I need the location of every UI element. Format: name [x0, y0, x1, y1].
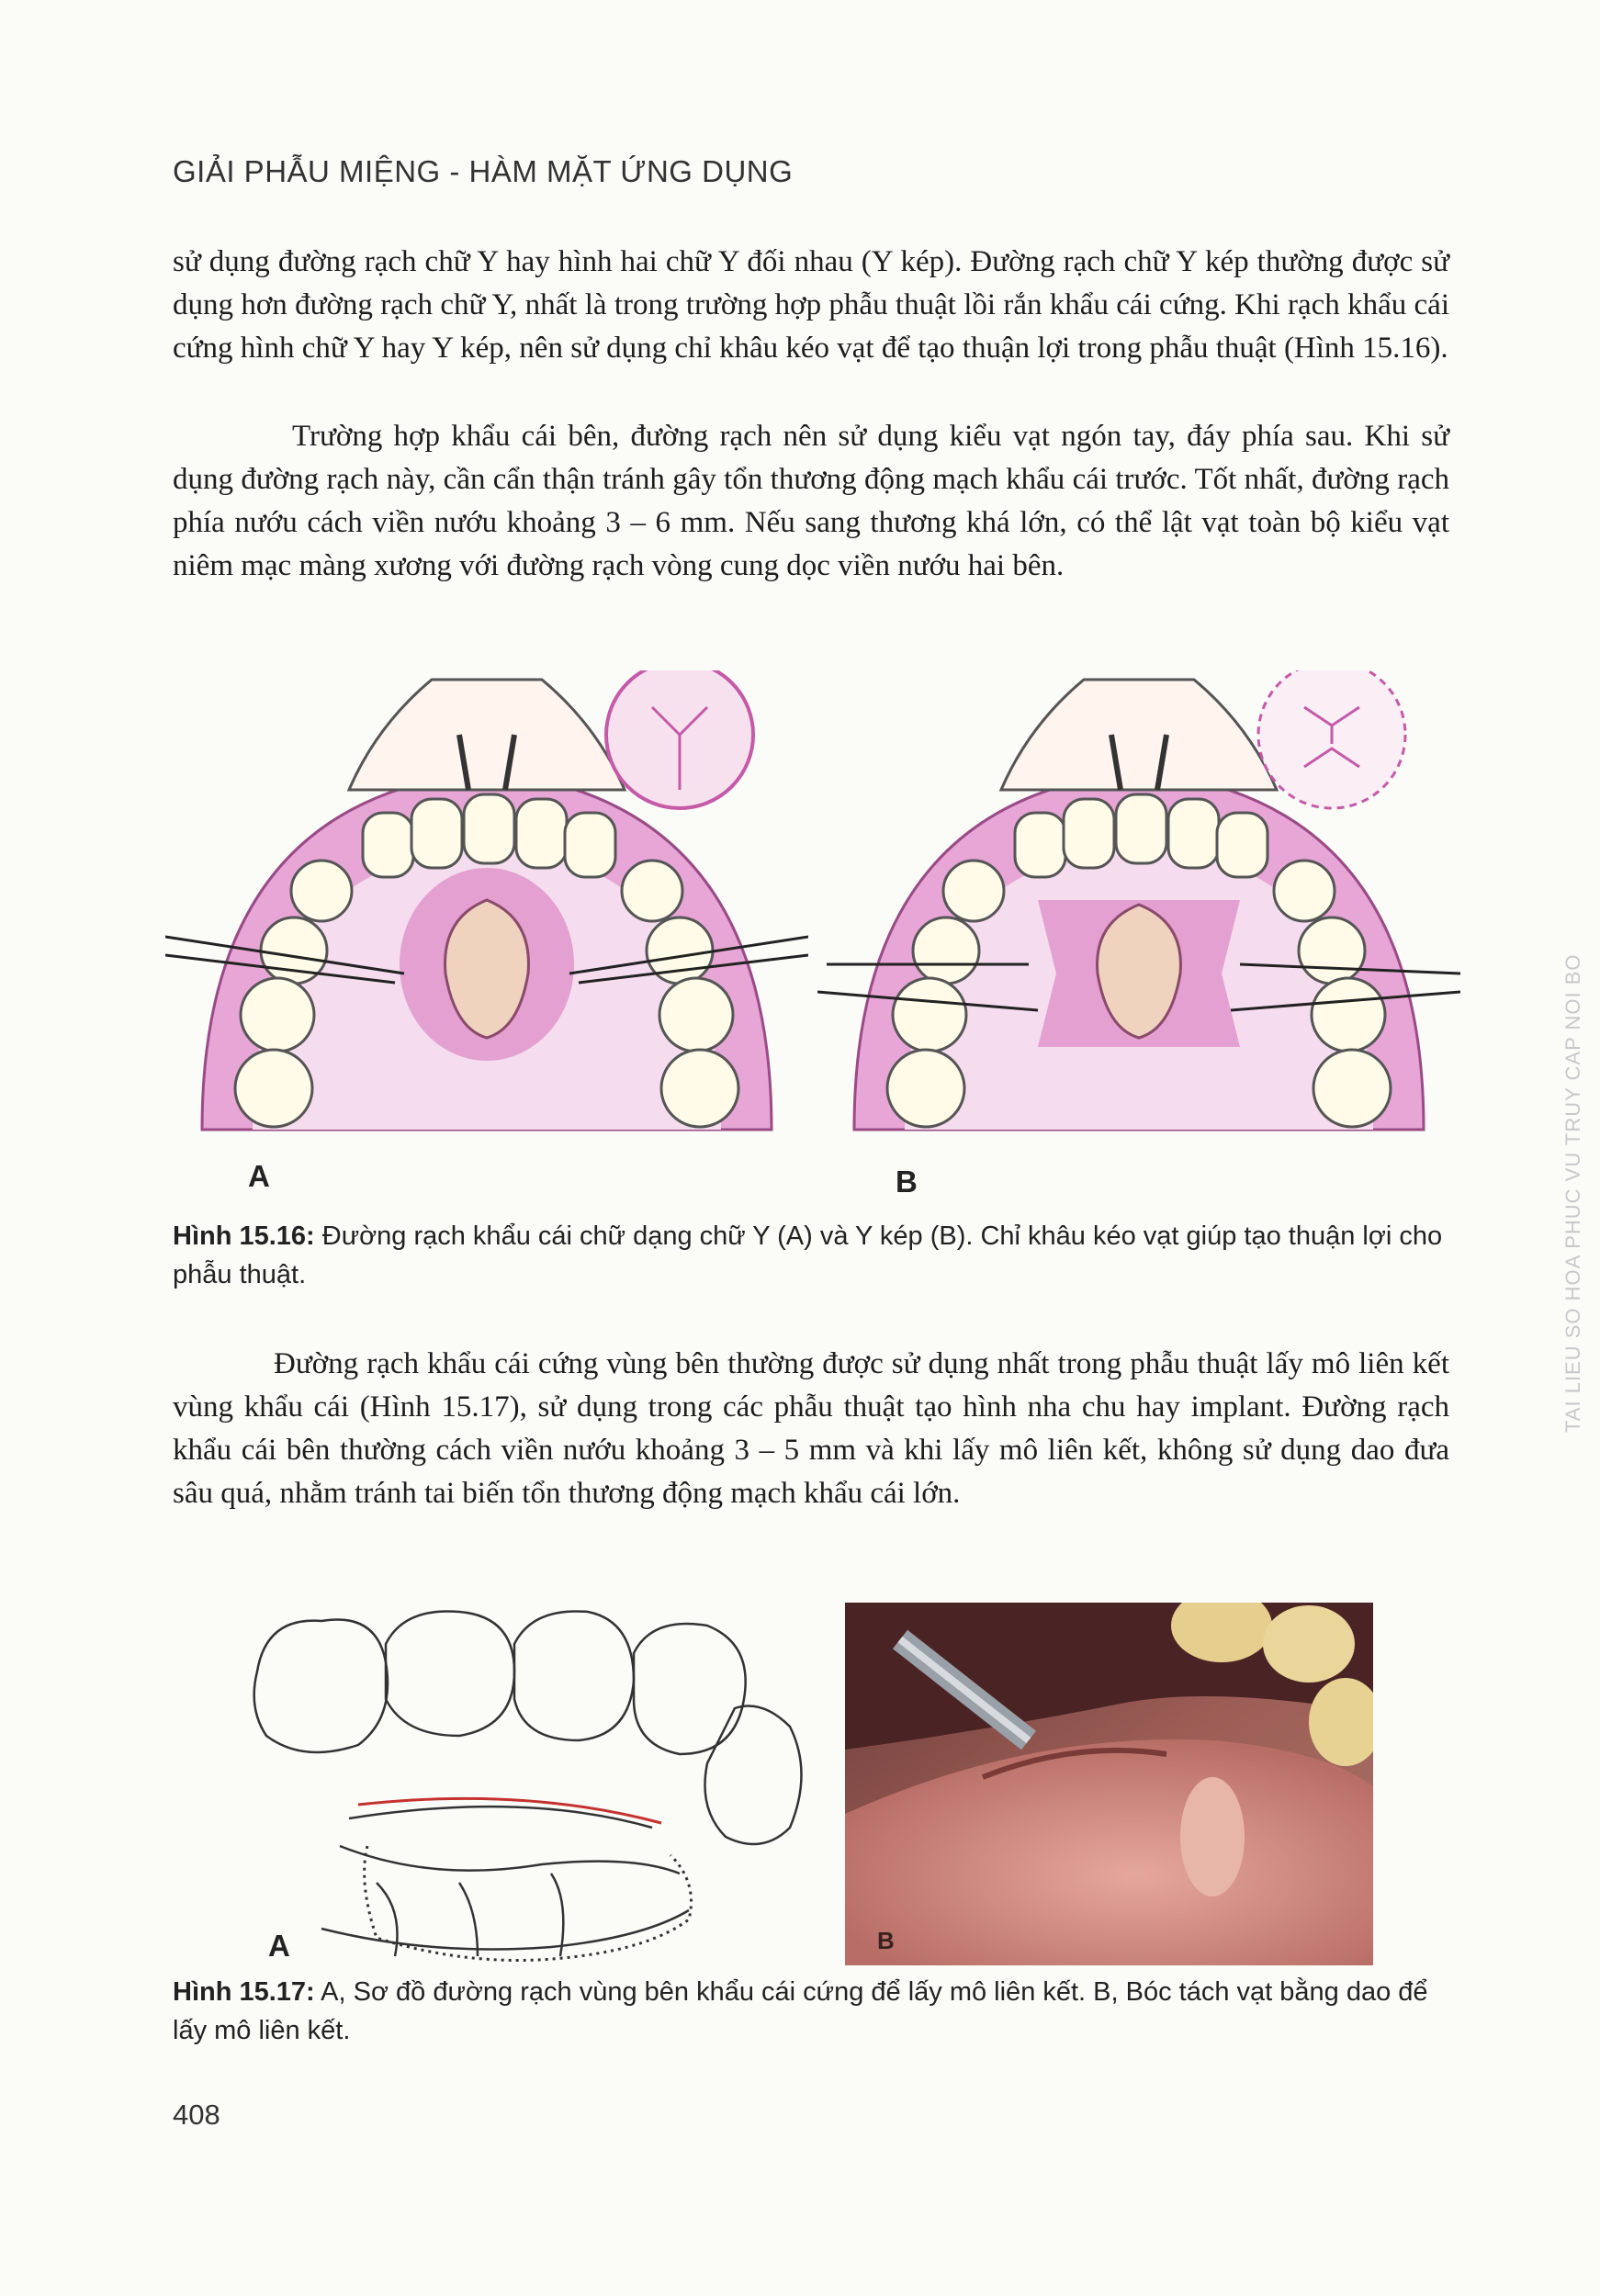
figure-15-17-label-a: A [268, 1929, 290, 1963]
running-header: GIẢI PHẪU MIỆNG - HÀM MẶT ỨNG DỤNG [173, 154, 794, 188]
figure-15-16-label-a: A [248, 1159, 270, 1193]
figure-15-16-a-illustration [165, 670, 808, 1148]
figure-15-16-b-illustration [817, 670, 1460, 1148]
figure-15-16-caption-label: Hình 15.16: [173, 1221, 315, 1251]
figure-15-17-caption [173, 1973, 1459, 2050]
figure-15-17-caption-label: Hình 15.17: [173, 1977, 315, 2007]
page-number: 408 [173, 2099, 220, 2131]
paragraph-1: sử dụng đường rạch chữ Y hay hình hai chữ Y đối nhau (Y kép). Đường rạch chữ Y kép thường được sử dụng hơn đường rạch chữ Y, nhất là trong trường hợp phẫu thuật lồi rắn khẩu cái cứng. Khi rạch khẩu cái cứng hình chữ Y hay Y kép, nên sử dụng chỉ khâu kéo vạt để tạo thuận lợi trong phẫu thuật (Hình 15.16). [173, 245, 1449, 365]
paragraph-2: Trường hợp khẩu cái bên, đường rạch nên sử dụng kiểu vạt ngón tay, đáy phía sau. Khi sử dụng đường rạch này, cần cẩn thận tránh gây tổn thương động mạch khẩu cái trước. Tốt nhất, đường rạch phía nướu cách viền nướu khoảng 3 – 6 mm. Nếu sang thương khá lớn, có thể lật vạt toàn bộ kiểu vạt niêm mạc màng xương với đường rạch vòng cung dọc viền nướu hai bên. [173, 420, 1449, 582]
figure-15-17-caption-text: A, Sơ đồ đường rạch vùng bên khẩu cái cứng để lấy mô liên kết. B, Bóc tách vạt bằng dao để lấy mô liên kết. [173, 1977, 1428, 2045]
figure-15-16-caption [173, 1217, 1459, 1294]
figure-15-16-label-b: B [896, 1165, 918, 1199]
figure-15-17-a-diagram [248, 1607, 817, 1975]
figure-15-17-label-b: B [877, 1927, 895, 1954]
side-watermark: TAI LIEU SO HOA PHUC VU TRUY CAP NOI BO [1561, 953, 1584, 1433]
paragraph-3: Đường rạch khẩu cái cứng vùng bên thường được sử dụng nhất trong phẫu thuật lấy mô liên kết vùng khẩu cái (Hình 15.17), sử dụng trong các phẫu thuật tạo hình nha chu hay implant. Đường rạch khẩu cái bên thường cách viền nướu khoảng 3 – 5 mm và khi lấy mô liên kết, không sử dụng dao đưa sâu quá, nhằm tránh tai biến tổn thương động mạch khẩu cái lớn. [173, 1347, 1449, 1510]
figure-15-16-caption-text: Đường rạch khẩu cái chữ dạng chữ Y (A) và Y kép (B). Chỉ khâu kéo vạt giúp tạo thuận lợi cho phẫu thuật. [173, 1221, 1443, 1289]
figure-15-17-b-photo [845, 1603, 1373, 1965]
